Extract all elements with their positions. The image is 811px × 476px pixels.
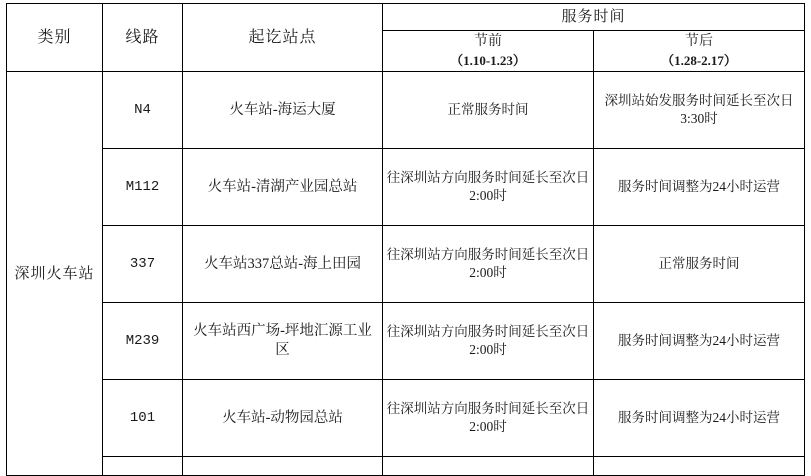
header-before-dates: （1.10-1.23）	[450, 52, 526, 68]
table-row	[7, 149, 805, 226]
line-number-partial	[103, 457, 183, 476]
before-note: 往深圳站方向服务时间延长至次日2:00时	[383, 149, 594, 226]
line-stops: 火车站-海运大厦	[183, 72, 383, 149]
after-note-partial	[594, 457, 805, 476]
before-note: 正常服务时间	[383, 72, 594, 149]
header-after-dates: （1.28-2.17）	[661, 52, 737, 68]
table-header	[7, 4, 805, 72]
header-row-top	[7, 4, 805, 31]
after-note: 深圳站始发服务时间延长至次日3:30时	[594, 72, 805, 149]
header-category: 类别	[7, 4, 103, 72]
after-note: 服务时间调整为24小时运营	[594, 149, 805, 226]
header-before-label: 节前	[474, 34, 502, 49]
header-line: 线路	[103, 4, 183, 72]
line-number: M112	[103, 149, 183, 226]
line-number: 101	[103, 380, 183, 457]
table-body	[7, 72, 805, 476]
table-row	[7, 303, 805, 380]
line-stops: 火车站-清湖产业园总站	[183, 149, 383, 226]
line-number: 337	[103, 226, 183, 303]
table-row	[7, 380, 805, 457]
after-note: 正常服务时间	[594, 226, 805, 303]
header-after	[594, 31, 805, 72]
table-row	[7, 226, 805, 303]
before-note: 往深圳站方向服务时间延长至次日2:00时	[383, 303, 594, 380]
header-service-time: 服务时间	[383, 4, 805, 31]
table-row	[7, 72, 805, 149]
before-note: 往深圳站方向服务时间延长至次日2:00时	[383, 380, 594, 457]
header-before	[383, 31, 594, 72]
before-note: 往深圳站方向服务时间延长至次日2:00时	[383, 226, 594, 303]
before-note-partial	[383, 457, 594, 476]
header-stops: 起讫站点	[183, 4, 383, 72]
header-after-label: 节后	[685, 34, 713, 49]
line-stops-partial	[183, 457, 383, 476]
after-note: 服务时间调整为24小时运营	[594, 303, 805, 380]
line-stops: 火车站-动物园总站	[183, 380, 383, 457]
table-row-partial	[7, 457, 805, 476]
line-stops: 火车站西广场-坪地汇源工业区	[183, 303, 383, 380]
bus-schedule-table	[6, 3, 805, 476]
line-number: M239	[103, 303, 183, 380]
line-stops: 火车站337总站-海上田园	[183, 226, 383, 303]
category-cell-shenzhen-railway-station: 深圳火车站	[7, 72, 103, 476]
line-number: N4	[103, 72, 183, 149]
after-note: 服务时间调整为24小时运营	[594, 380, 805, 457]
